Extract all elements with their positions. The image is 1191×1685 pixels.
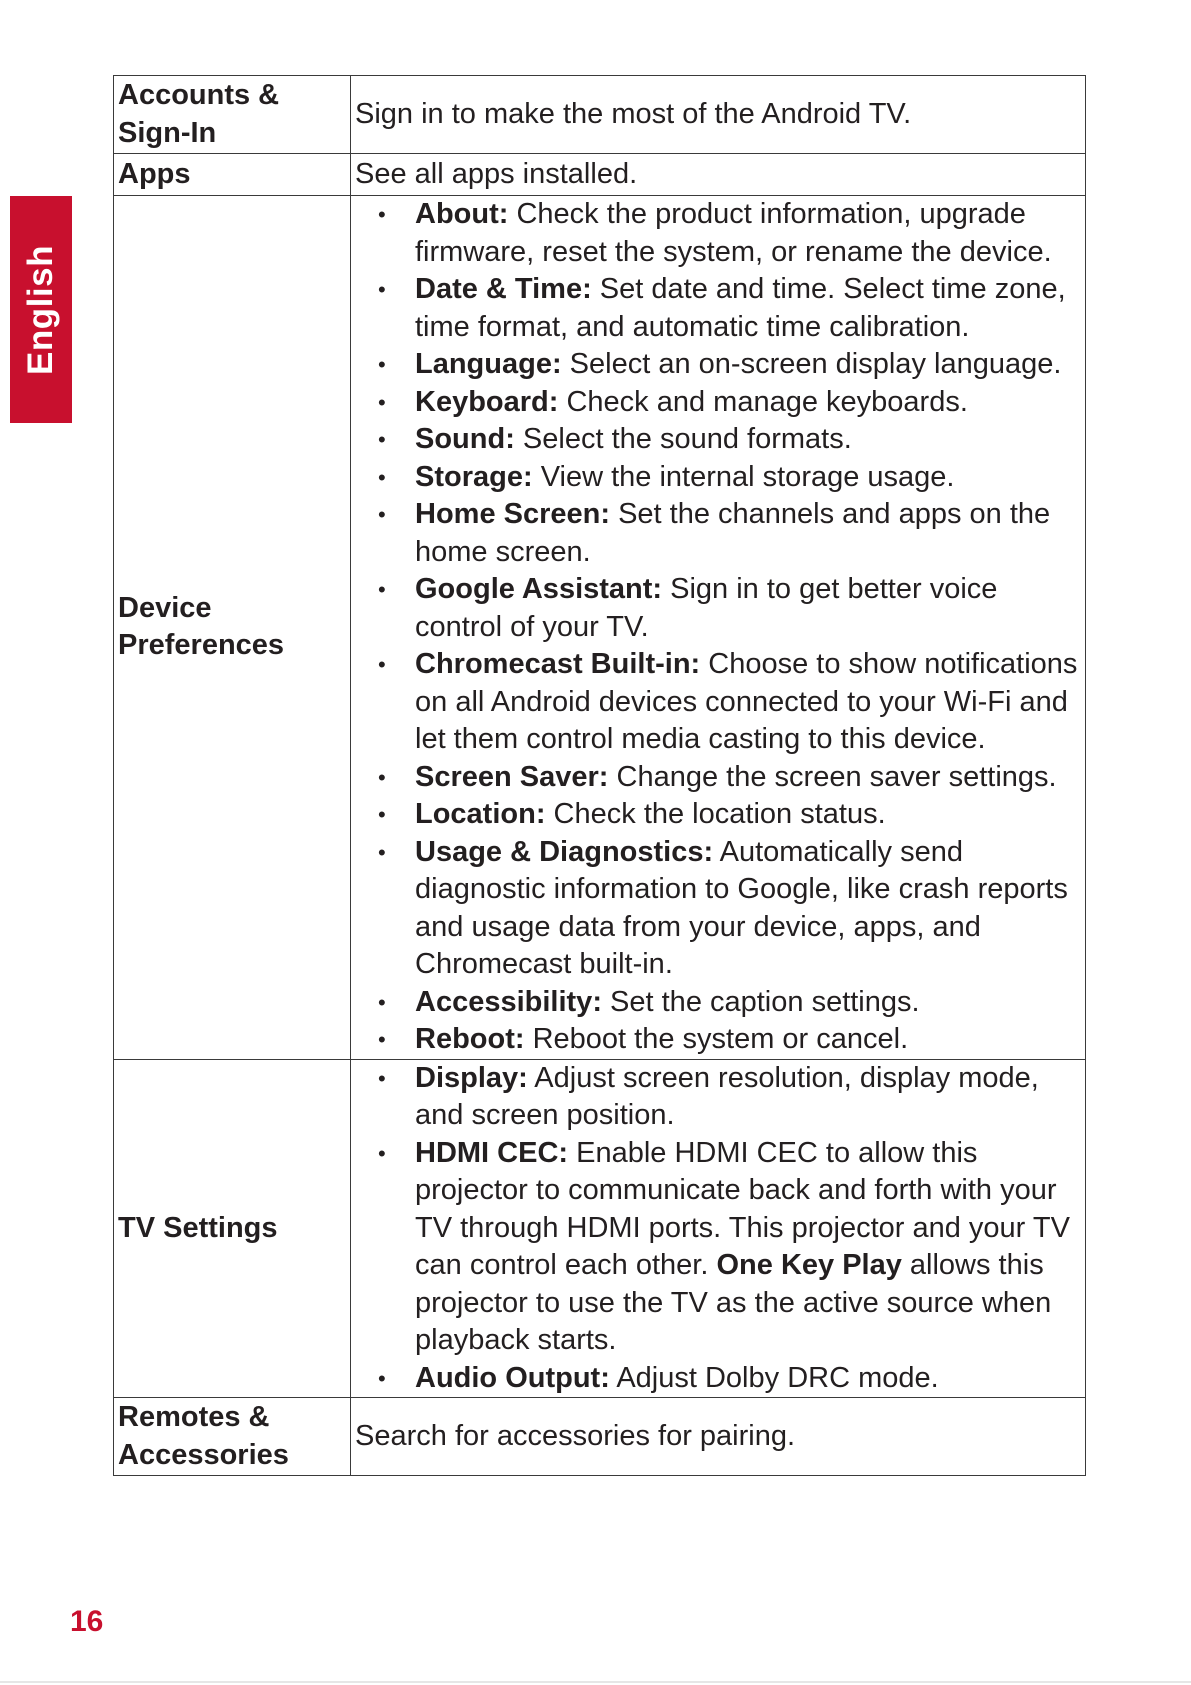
desc-tv-settings [351,1059,1086,1398]
list-item: • Storage: View the internal storage usage. [355,459,1081,497]
row-remotes-accessories [114,1398,1086,1476]
bottom-divider [0,1681,1191,1683]
list-item: • Accessibility: Set the caption settings. [355,984,1081,1022]
label-line: Accounts & [118,79,280,111]
desc-remotes-accessories: Search for accessories for pairing. [351,1398,1086,1476]
row-device-preferences [114,196,1086,1060]
row-tv-settings [114,1059,1086,1398]
desc-device-preferences [351,196,1086,1060]
desc-apps: See all apps installed. [351,154,1086,196]
list-item: • Usage & Diagnostics: Automatically send diagnostic information to Google, like crash reports and usage data from your device, apps, and Chromecast built-in. [355,834,1081,984]
list-item: • Reboot: Reboot the system or cancel. [355,1021,1081,1059]
label-line: Remotes & [118,1401,270,1433]
list-item: • Sound: Select the sound formats. [355,421,1081,459]
list-item: • Date & Time: Set date and time. Select time zone, time format, and automatic time calibration. [355,271,1081,346]
list-item: • Language: Select an on-screen display language. [355,346,1081,384]
list-item: • Screen Saver: Change the screen saver settings. [355,759,1081,797]
label-line: Accessories [118,1438,289,1471]
list-item: • Chromecast Built-in: Choose to show notifications on all Android devices connected to your Wi-Fi and let them control media casting to this device. [355,646,1081,759]
list-item: • Display: Adjust screen resolution, display mode, and screen position. [355,1060,1081,1135]
label-tv-settings: TV Settings [114,1059,351,1398]
label-accounts-sign-in [114,76,351,154]
page-number: 16 [70,1605,104,1638]
list-item: • Keyboard: Check and manage keyboards. [355,384,1081,422]
list-item: • Home Screen: Set the channels and apps on the home screen. [355,496,1081,571]
list-item: • Audio Output: Adjust Dolby DRC mode. [355,1360,1081,1398]
device-preferences-list [355,196,1081,1059]
language-tab [10,196,72,423]
row-accounts-sign-in [114,76,1086,154]
label-line: Preferences [118,629,285,662]
tv-settings-list [355,1060,1081,1398]
language-tab-label: English [21,244,60,375]
list-item: • Google Assistant: Sign in to get better voice control of your TV. [355,571,1081,646]
label-line: Sign-In [118,116,217,149]
label-remotes-accessories [114,1398,351,1476]
label-device-preferences [114,196,351,1060]
settings-table [113,75,1086,1476]
list-item: • About: Check the product information, upgrade firmware, reset the system, or rename the device. [355,196,1081,271]
label-line: Device [118,591,212,624]
row-apps [114,154,1086,196]
list-item: • HDMI CEC: Enable HDMI CEC to allow this projector to communicate back and forth with your TV through HDMI ports. This projector and your TV can control each other. One Key Play allows this projector to use the TV as the active source when playback starts. [355,1135,1081,1360]
list-item: • Location: Check the location status. [355,796,1081,834]
desc-accounts-sign-in: Sign in to make the most of the Android TV. [351,76,1086,154]
label-apps: Apps [114,154,351,196]
